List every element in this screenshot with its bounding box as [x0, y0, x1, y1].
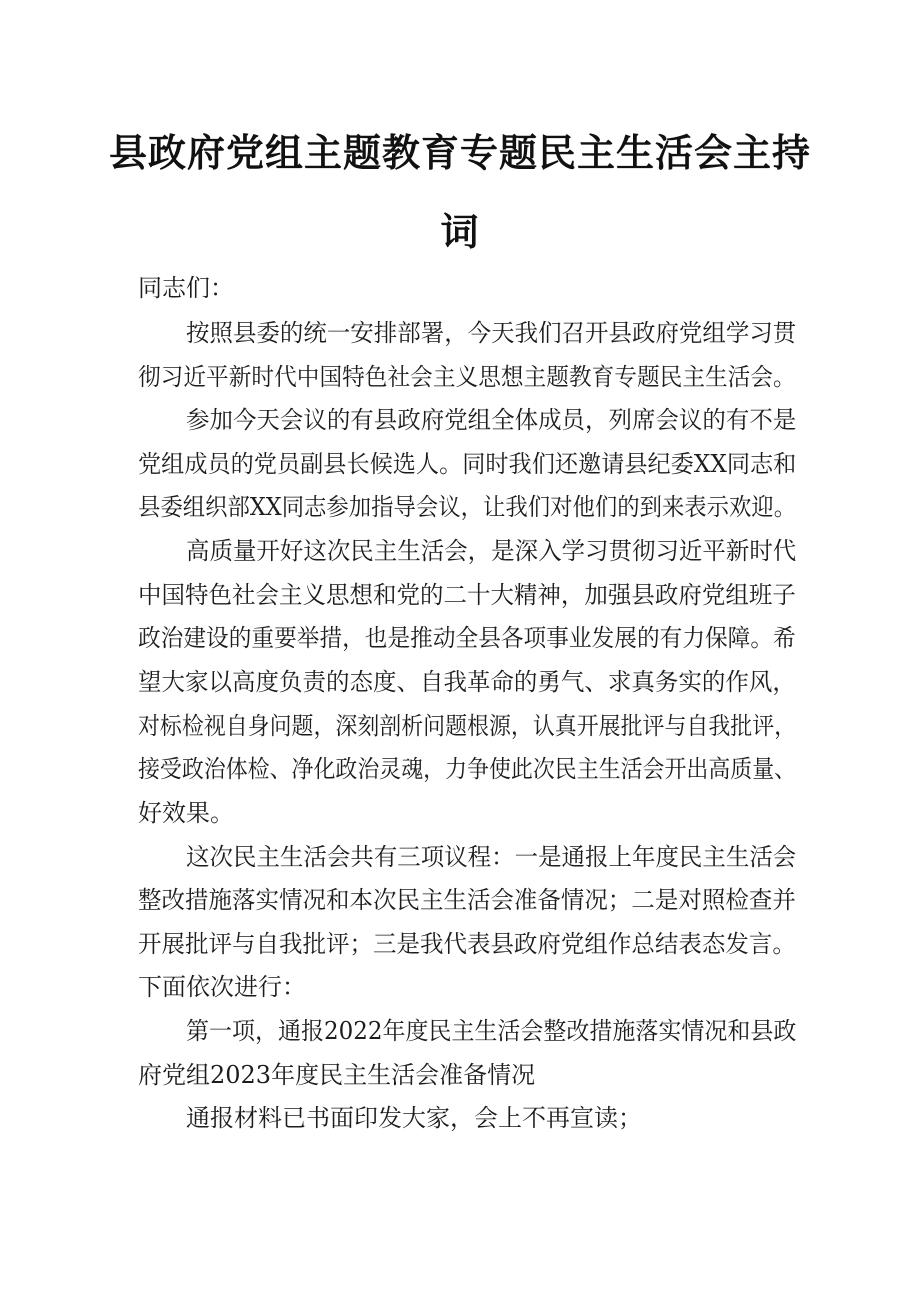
paragraph-line: 党组成员的党员副县长候选人。同时我们还邀请县纪委XX同志和: [138, 450, 797, 478]
paragraph-line: 接受政治体检、净化政治灵魂，力争使此次民主生活会开出高质量、: [138, 755, 797, 783]
paragraph-line: 政治建设的重要举措，也是推动全县各项事业发展的有力保障。希: [138, 624, 796, 652]
paragraph-line: 通报材料已书面印发大家，会上不再宣读；: [186, 1104, 642, 1132]
paragraph-line: 对标检视自身问题，深刻剖析问题根源，认真开展批评与自我批评，: [138, 712, 797, 740]
paragraph-line: 高质量开好这次民主生活会，是深入学习贯彻习近平新时代: [186, 537, 797, 565]
paragraph-line: 按照县委的统一安排部署，今天我们召开县政府党组学习贯: [186, 319, 797, 347]
paragraph-line: 第一项，通报2022年度民主生活会整改措施落实情况和县政: [186, 1017, 797, 1045]
greeting: 同志们：: [138, 274, 234, 302]
paragraph-line: 好效果。: [138, 799, 234, 827]
paragraph-line: 彻习近平新时代中国特色社会主义思想主题教育专题民主生活会。: [138, 363, 796, 391]
paragraph-line: 这次民主生活会共有三项议程：一是通报上年度民主生活会: [186, 843, 797, 871]
paragraph-line: 下面依次进行：: [138, 973, 306, 1001]
paragraph-line: 中国特色社会主义思想和党的二十大精神，加强县政府党组班子: [138, 581, 796, 609]
paragraph-line: 府党组2023年度民主生活会准备情况: [138, 1061, 536, 1089]
document-title-line-2: 词: [440, 210, 480, 254]
document-title-line-1: 县政府党组主题教育专题民主生活会主持: [108, 131, 811, 175]
paragraph-line: 县委组织部XX同志参加指导会议，让我们对他们的到来表示欢迎。: [138, 493, 797, 521]
paragraph-line: 望大家以高度负责的态度、自我革命的勇气、求真务实的作风，: [138, 668, 796, 696]
paragraph-line: 开展批评与自我批评；三是我代表县政府党组作总结表态发言。: [138, 930, 796, 958]
paragraph-line: 整改措施落实情况和本次民主生活会准备情况；二是对照检查并: [138, 886, 796, 914]
paragraph-line: 参加今天会议的有县政府党组全体成员，列席会议的有不是: [186, 406, 797, 434]
